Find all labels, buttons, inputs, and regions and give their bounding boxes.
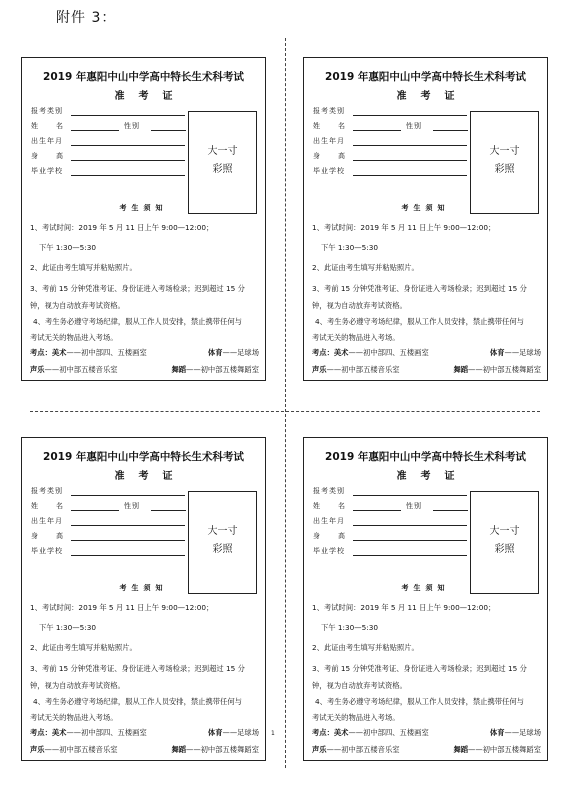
venue-dance-label: 舞蹈 <box>453 365 469 374</box>
venue-music-value: ——初中部五楼音乐室 <box>44 365 118 374</box>
photo-size-text: 大一寸 <box>207 146 238 157</box>
card-subtitle: 准考证 <box>114 91 187 102</box>
field-height-label: 身高 <box>313 532 363 540</box>
notice-item-4b: 考试无关的物品进入考场。 <box>312 333 400 342</box>
field-category-label: 报考类别 <box>313 487 345 495</box>
field-birth <box>31 137 185 146</box>
field-birth <box>313 137 467 146</box>
venue-arts-value: ——初中部四、五楼画室 <box>348 348 429 357</box>
field-birth <box>31 517 185 526</box>
venue-sports-value: ——足球场 <box>504 348 541 357</box>
vertical-cut-line <box>285 38 286 768</box>
venue-music-label: 声乐 <box>30 365 45 374</box>
field-birth-label: 出生年月 <box>313 517 345 525</box>
notice-item-1a: 1、考试时间：2019 年 5 月 11 日上午 9:00—12:00； <box>30 603 214 612</box>
field-birth-label: 出生年月 <box>31 517 63 525</box>
venue-sports <box>490 728 541 738</box>
venue-music-label: 声乐 <box>312 365 327 374</box>
venue-arts-label: 美术 <box>333 348 349 357</box>
field-height-line <box>71 532 185 541</box>
field-height-label: 身高 <box>31 152 81 160</box>
venue-arts-value: ——初中部四、五楼画室 <box>66 348 147 357</box>
horizontal-cut-line <box>30 411 540 412</box>
admission-card-4 <box>303 437 548 761</box>
venue-arts-label: 美术 <box>333 728 349 737</box>
field-gender-line <box>433 502 468 511</box>
field-height <box>313 152 467 161</box>
field-school <box>31 167 185 176</box>
field-school-line <box>71 167 185 176</box>
venue-sports-label: 体育 <box>207 348 223 357</box>
field-school-label: 毕业学校 <box>313 167 345 175</box>
notice-title: 考生须知 <box>119 204 168 212</box>
field-name-label: 姓名 <box>313 502 363 510</box>
venue-site-label: 考点： <box>312 348 334 357</box>
photo-box <box>188 111 257 214</box>
venue-dance-value: ——初中部五楼舞蹈室 <box>186 745 259 754</box>
field-name-label: 姓名 <box>313 122 363 130</box>
venue-dance <box>453 365 541 375</box>
field-birth-label: 出生年月 <box>31 137 63 145</box>
field-school-label: 毕业学校 <box>31 167 63 175</box>
notice-item-3a: 3、考前 15 分钟凭准考证、身份证进入考场检录；迟到超过 15 分 <box>312 664 527 673</box>
notice-item-3b: 钟，视为自动放弃考试资格。 <box>312 301 407 310</box>
notice-item-2: 2、此证由考生填写并粘贴照片。 <box>312 263 419 272</box>
notice-item-1b: 下午 1:30—5:30 <box>39 243 96 252</box>
venue-dance-value: ——初中部五楼舞蹈室 <box>468 365 541 374</box>
venue-site-label: 考点： <box>30 728 52 737</box>
field-category-label: 报考类别 <box>313 107 345 115</box>
field-name-line <box>353 122 401 131</box>
field-school-label: 毕业学校 <box>313 547 345 555</box>
notice-item-3b: 钟，视为自动放弃考试资格。 <box>30 681 125 690</box>
venue-sports-label: 体育 <box>489 728 505 737</box>
venue-arts-label: 美术 <box>51 348 67 357</box>
notice-item-1a: 1、考试时间：2019 年 5 月 11 日上午 9:00—12:00； <box>30 223 214 232</box>
notice-title: 考生须知 <box>401 204 450 212</box>
card-title: 2019 年惠阳中山中学高中特长生术科考试 <box>325 451 526 463</box>
venue-dance-label: 舞蹈 <box>171 745 187 754</box>
field-height <box>313 532 467 541</box>
venue-music-label: 声乐 <box>312 745 327 754</box>
notice-item-3b: 钟，视为自动放弃考试资格。 <box>30 301 125 310</box>
venue-dance <box>171 365 259 375</box>
venue-dance-label: 舞蹈 <box>171 365 187 374</box>
photo-size-text: 大一寸 <box>489 146 520 157</box>
card-title: 2019 年惠阳中山中学高中特长生术科考试 <box>43 71 244 83</box>
field-category <box>313 107 467 116</box>
field-birth <box>313 517 467 526</box>
photo-type-text: 彩照 <box>212 164 233 175</box>
venue-sports <box>208 348 259 358</box>
field-gender-label: 性别 <box>406 122 422 130</box>
field-category <box>313 487 467 496</box>
field-birth-line <box>71 517 185 526</box>
field-birth-line <box>71 137 185 146</box>
field-height-line <box>71 152 185 161</box>
notice-item-1a: 1、考试时间：2019 年 5 月 11 日上午 9:00—12:00； <box>312 223 496 232</box>
card-subtitle: 准考证 <box>114 471 187 482</box>
admission-card-1 <box>21 57 266 381</box>
venue-sports-label: 体育 <box>489 348 505 357</box>
field-gender-label: 性别 <box>124 122 140 130</box>
field-gender-label: 性别 <box>406 502 422 510</box>
field-birth-line <box>353 137 467 146</box>
notice-item-4a: 4、考生务必遵守考场纪律，服从工作人员安排，禁止携带任何与 <box>33 697 242 706</box>
venue-arts-value: ——初中部四、五楼画室 <box>348 728 429 737</box>
notice-item-3b: 钟，视为自动放弃考试资格。 <box>312 681 407 690</box>
photo-type-text: 彩照 <box>494 164 515 175</box>
venue-sports <box>208 728 259 738</box>
field-height-label: 身高 <box>31 532 81 540</box>
venue-site-label: 考点： <box>30 348 52 357</box>
photo-box <box>470 111 539 214</box>
venue-arts-label: 美术 <box>51 728 67 737</box>
field-school-label: 毕业学校 <box>31 547 63 555</box>
photo-size-text: 大一寸 <box>489 526 520 537</box>
venue-dance-value: ——初中部五楼舞蹈室 <box>468 745 541 754</box>
admission-card-2 <box>303 57 548 381</box>
field-height-line <box>353 532 467 541</box>
field-category <box>31 107 185 116</box>
field-category-label: 报考类别 <box>31 107 63 115</box>
photo-type-text: 彩照 <box>494 544 515 555</box>
notice-item-4a: 4、考生务必遵守考场纪律，服从工作人员安排，禁止携带任何与 <box>33 317 242 326</box>
venue-arts-value: ——初中部四、五楼画室 <box>66 728 147 737</box>
field-school-line <box>71 547 185 556</box>
field-category-line <box>71 487 185 496</box>
notice-title: 考生须知 <box>401 584 450 592</box>
card-title: 2019 年惠阳中山中学高中特长生术科考试 <box>43 451 244 463</box>
field-name-line <box>71 122 119 131</box>
photo-box <box>470 491 539 594</box>
photo-type-text: 彩照 <box>212 544 233 555</box>
notice-item-3a: 3、考前 15 分钟凭准考证、身份证进入考场检录；迟到超过 15 分 <box>312 284 527 293</box>
photo-size-text: 大一寸 <box>207 526 238 537</box>
notice-item-3a: 3、考前 15 分钟凭准考证、身份证进入考场检录；迟到超过 15 分 <box>30 664 245 673</box>
notice-item-1b: 下午 1:30—5:30 <box>321 243 378 252</box>
venue-sports <box>490 348 541 358</box>
field-school <box>31 547 185 556</box>
field-height-line <box>353 152 467 161</box>
field-school <box>313 167 467 176</box>
venue-music-value: ——初中部五楼音乐室 <box>326 365 400 374</box>
notice-item-4a: 4、考生务必遵守考场纪律，服从工作人员安排，禁止携带任何与 <box>315 697 524 706</box>
field-gender-line <box>151 502 186 511</box>
field-name-label: 姓名 <box>31 122 81 130</box>
notice-item-1b: 下午 1:30—5:30 <box>321 623 378 632</box>
notice-item-4b: 考试无关的物品进入考场。 <box>30 333 118 342</box>
field-gender-label: 性别 <box>124 502 140 510</box>
venue-sports-value: ——足球场 <box>504 728 541 737</box>
photo-box <box>188 491 257 594</box>
venue-dance <box>453 745 541 755</box>
notice-title: 考生须知 <box>119 584 168 592</box>
field-name-label: 姓名 <box>31 502 81 510</box>
card-subtitle: 准考证 <box>396 471 469 482</box>
notice-item-2: 2、此证由考生填写并粘贴照片。 <box>30 263 137 272</box>
notice-item-2: 2、此证由考生填写并粘贴照片。 <box>312 643 419 652</box>
field-category <box>31 487 185 496</box>
field-birth-label: 出生年月 <box>313 137 345 145</box>
venue-site-label: 考点： <box>312 728 334 737</box>
notice-item-3a: 3、考前 15 分钟凭准考证、身份证进入考场检录；迟到超过 15 分 <box>30 284 245 293</box>
notice-item-1a: 1、考试时间：2019 年 5 月 11 日上午 9:00—12:00； <box>312 603 496 612</box>
field-category-line <box>353 487 467 496</box>
admission-card-3 <box>21 437 266 761</box>
venue-music-value: ——初中部五楼音乐室 <box>326 745 400 754</box>
notice-item-4b: 考试无关的物品进入考场。 <box>312 713 400 722</box>
field-name-gender <box>31 502 186 511</box>
card-subtitle: 准考证 <box>396 91 469 102</box>
field-height-label: 身高 <box>313 152 363 160</box>
field-category-line <box>353 107 467 116</box>
field-category-label: 报考类别 <box>31 487 63 495</box>
venue-music-value: ——初中部五楼音乐室 <box>44 745 118 754</box>
venue-sports-value: ——足球场 <box>222 348 259 357</box>
field-school <box>313 547 467 556</box>
notice-item-1b: 下午 1:30—5:30 <box>39 623 96 632</box>
venue-dance <box>171 745 259 755</box>
field-name-gender <box>313 502 468 511</box>
field-school-line <box>353 547 467 556</box>
field-name-line <box>353 502 401 511</box>
field-name-gender <box>31 122 186 131</box>
venue-sports-value: ——足球场 <box>222 728 259 737</box>
page-number: 1 <box>271 730 275 737</box>
field-name-line <box>71 502 119 511</box>
field-height <box>31 532 185 541</box>
notice-item-2: 2、此证由考生填写并粘贴照片。 <box>30 643 137 652</box>
field-name-gender <box>313 122 468 131</box>
card-title: 2019 年惠阳中山中学高中特长生术科考试 <box>325 71 526 83</box>
field-birth-line <box>353 517 467 526</box>
venue-dance-label: 舞蹈 <box>453 745 469 754</box>
field-school-line <box>353 167 467 176</box>
attachment-label: 附件 3： <box>56 10 117 26</box>
venue-music-label: 声乐 <box>30 745 45 754</box>
venue-sports-label: 体育 <box>207 728 223 737</box>
field-gender-line <box>433 122 468 131</box>
field-height <box>31 152 185 161</box>
venue-dance-value: ——初中部五楼舞蹈室 <box>186 365 259 374</box>
field-category-line <box>71 107 185 116</box>
notice-item-4b: 考试无关的物品进入考场。 <box>30 713 118 722</box>
notice-item-4a: 4、考生务必遵守考场纪律，服从工作人员安排，禁止携带任何与 <box>315 317 524 326</box>
field-gender-line <box>151 122 186 131</box>
